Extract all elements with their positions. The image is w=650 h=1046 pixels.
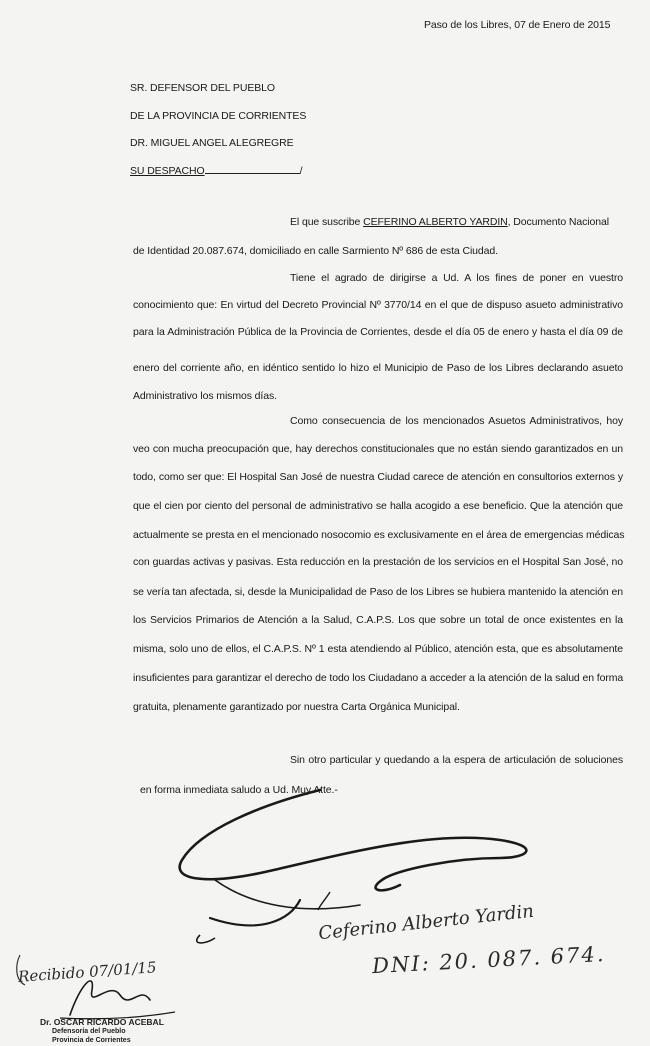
p2-line-4: enero del corriente año, en idéntico sentido lo hizo el Municipio de Paso de los Libres declarando asueto (133, 362, 623, 374)
p3-line-2: veo con mucha preocupación que, hay derechos constitucionales que no están siendo garantizados en un (133, 443, 623, 455)
p3-line-10: insuficientes para garantizar el derecho de todo los Ciudadano a acceder a la atención de la salud en forma (133, 672, 624, 684)
stamp-line-1: Dr. OSCAR RICARDO ACEBAL (40, 1017, 164, 1027)
slash: / (299, 165, 303, 177)
p2-line-5: Administrativo los mismos días. (133, 390, 277, 402)
stamp-line-2: Defensoría del Pueblo (52, 1028, 126, 1035)
handwritten-dni: DNI: 20. 087. 674. (371, 941, 606, 979)
su-despacho: SU DESPACHO (130, 165, 205, 177)
p1-doc: , Documento Nacional (507, 216, 609, 228)
handwritten-name: Ceferino Alberto Yardin (317, 900, 535, 945)
addressee-line-3: DR. MIGUEL ANGEL ALEGREGRE (130, 137, 294, 149)
p2-line-2: conocimiento que: En virtud del Decreto Provincial Nº 3770/14 en el que de dispuso asueto administrativo (133, 299, 623, 311)
p2-line-3: para la Administración Pública de la Provincia de Corrientes, desde el día 05 de enero y hasta el día 09 de (133, 326, 623, 338)
p3-line-11: gratuita, plenamente garantizado por nuestra Carta Orgánica Municipal. (133, 701, 460, 713)
p1-intro: El que suscribe (290, 216, 364, 228)
date-line: Paso de los Libres, 07 de Enero de 2015 (424, 19, 611, 31)
p3-line-8: los Servicios Primarios de Atención a la Salud, C.A.P.S. Los que sobre un total de once existentes en la (133, 614, 623, 626)
p4-line-1: Sin otro particular y quedando a la espera de articulación de soluciones (290, 754, 623, 766)
p3-line-9: misma, solo uno de ellos, el C.A.P.S. Nº 1 esta atendiendo al Público, atención esta, que es absolutamente (133, 643, 623, 655)
p4-line-2: en forma inmediata saludo a Ud. Muy Atte.- (140, 784, 338, 796)
p2-line-1: Tiene el agrado de dirigirse a Ud. A los fines de poner en vuestro (290, 272, 623, 284)
p3-line-4: que el cien por ciento del personal de administrativo se halla acogido a ese beneficio. Que la atención que (133, 500, 623, 512)
handwritten-received: Recibido 07/01/15 (17, 958, 158, 986)
stamp-line-3: Provincia de Corrientes (52, 1037, 131, 1044)
addressee-line-1: SR. DEFENSOR DEL PUEBLO (130, 82, 275, 94)
addressee-line-2: DE LA PROVINCIA DE CORRIENTES (130, 110, 307, 122)
p1-line-2: de Identidad 20.087.674, domiciliado en calle Sarmiento Nº 686 de esta Ciudad. (133, 245, 498, 257)
p3-line-6: con guardas activas y pasivas. Esta reducción en la prestación de los servicios en el Hospital San José, no (133, 556, 623, 568)
p3-line-5: actualmente se presta en el mencionado nosocomio es exclusivamente en el área de emergencias médicas (133, 529, 625, 541)
p3-line-7: se vería tan afectada, si, desde la Municipalidad de Paso de los Libres se hubiera mantenido la atención en (133, 586, 623, 598)
signer-name: CEFERINO ALBERTO YARDIN (363, 216, 508, 228)
p3-line-3: todo, como ser que: El Hospital San José de nuestra Ciudad carece de atención en consultorios externos y (133, 471, 623, 483)
p3-line-1: Como consecuencia de los mencionados Asuetos Administrativos, hoy (290, 415, 623, 427)
